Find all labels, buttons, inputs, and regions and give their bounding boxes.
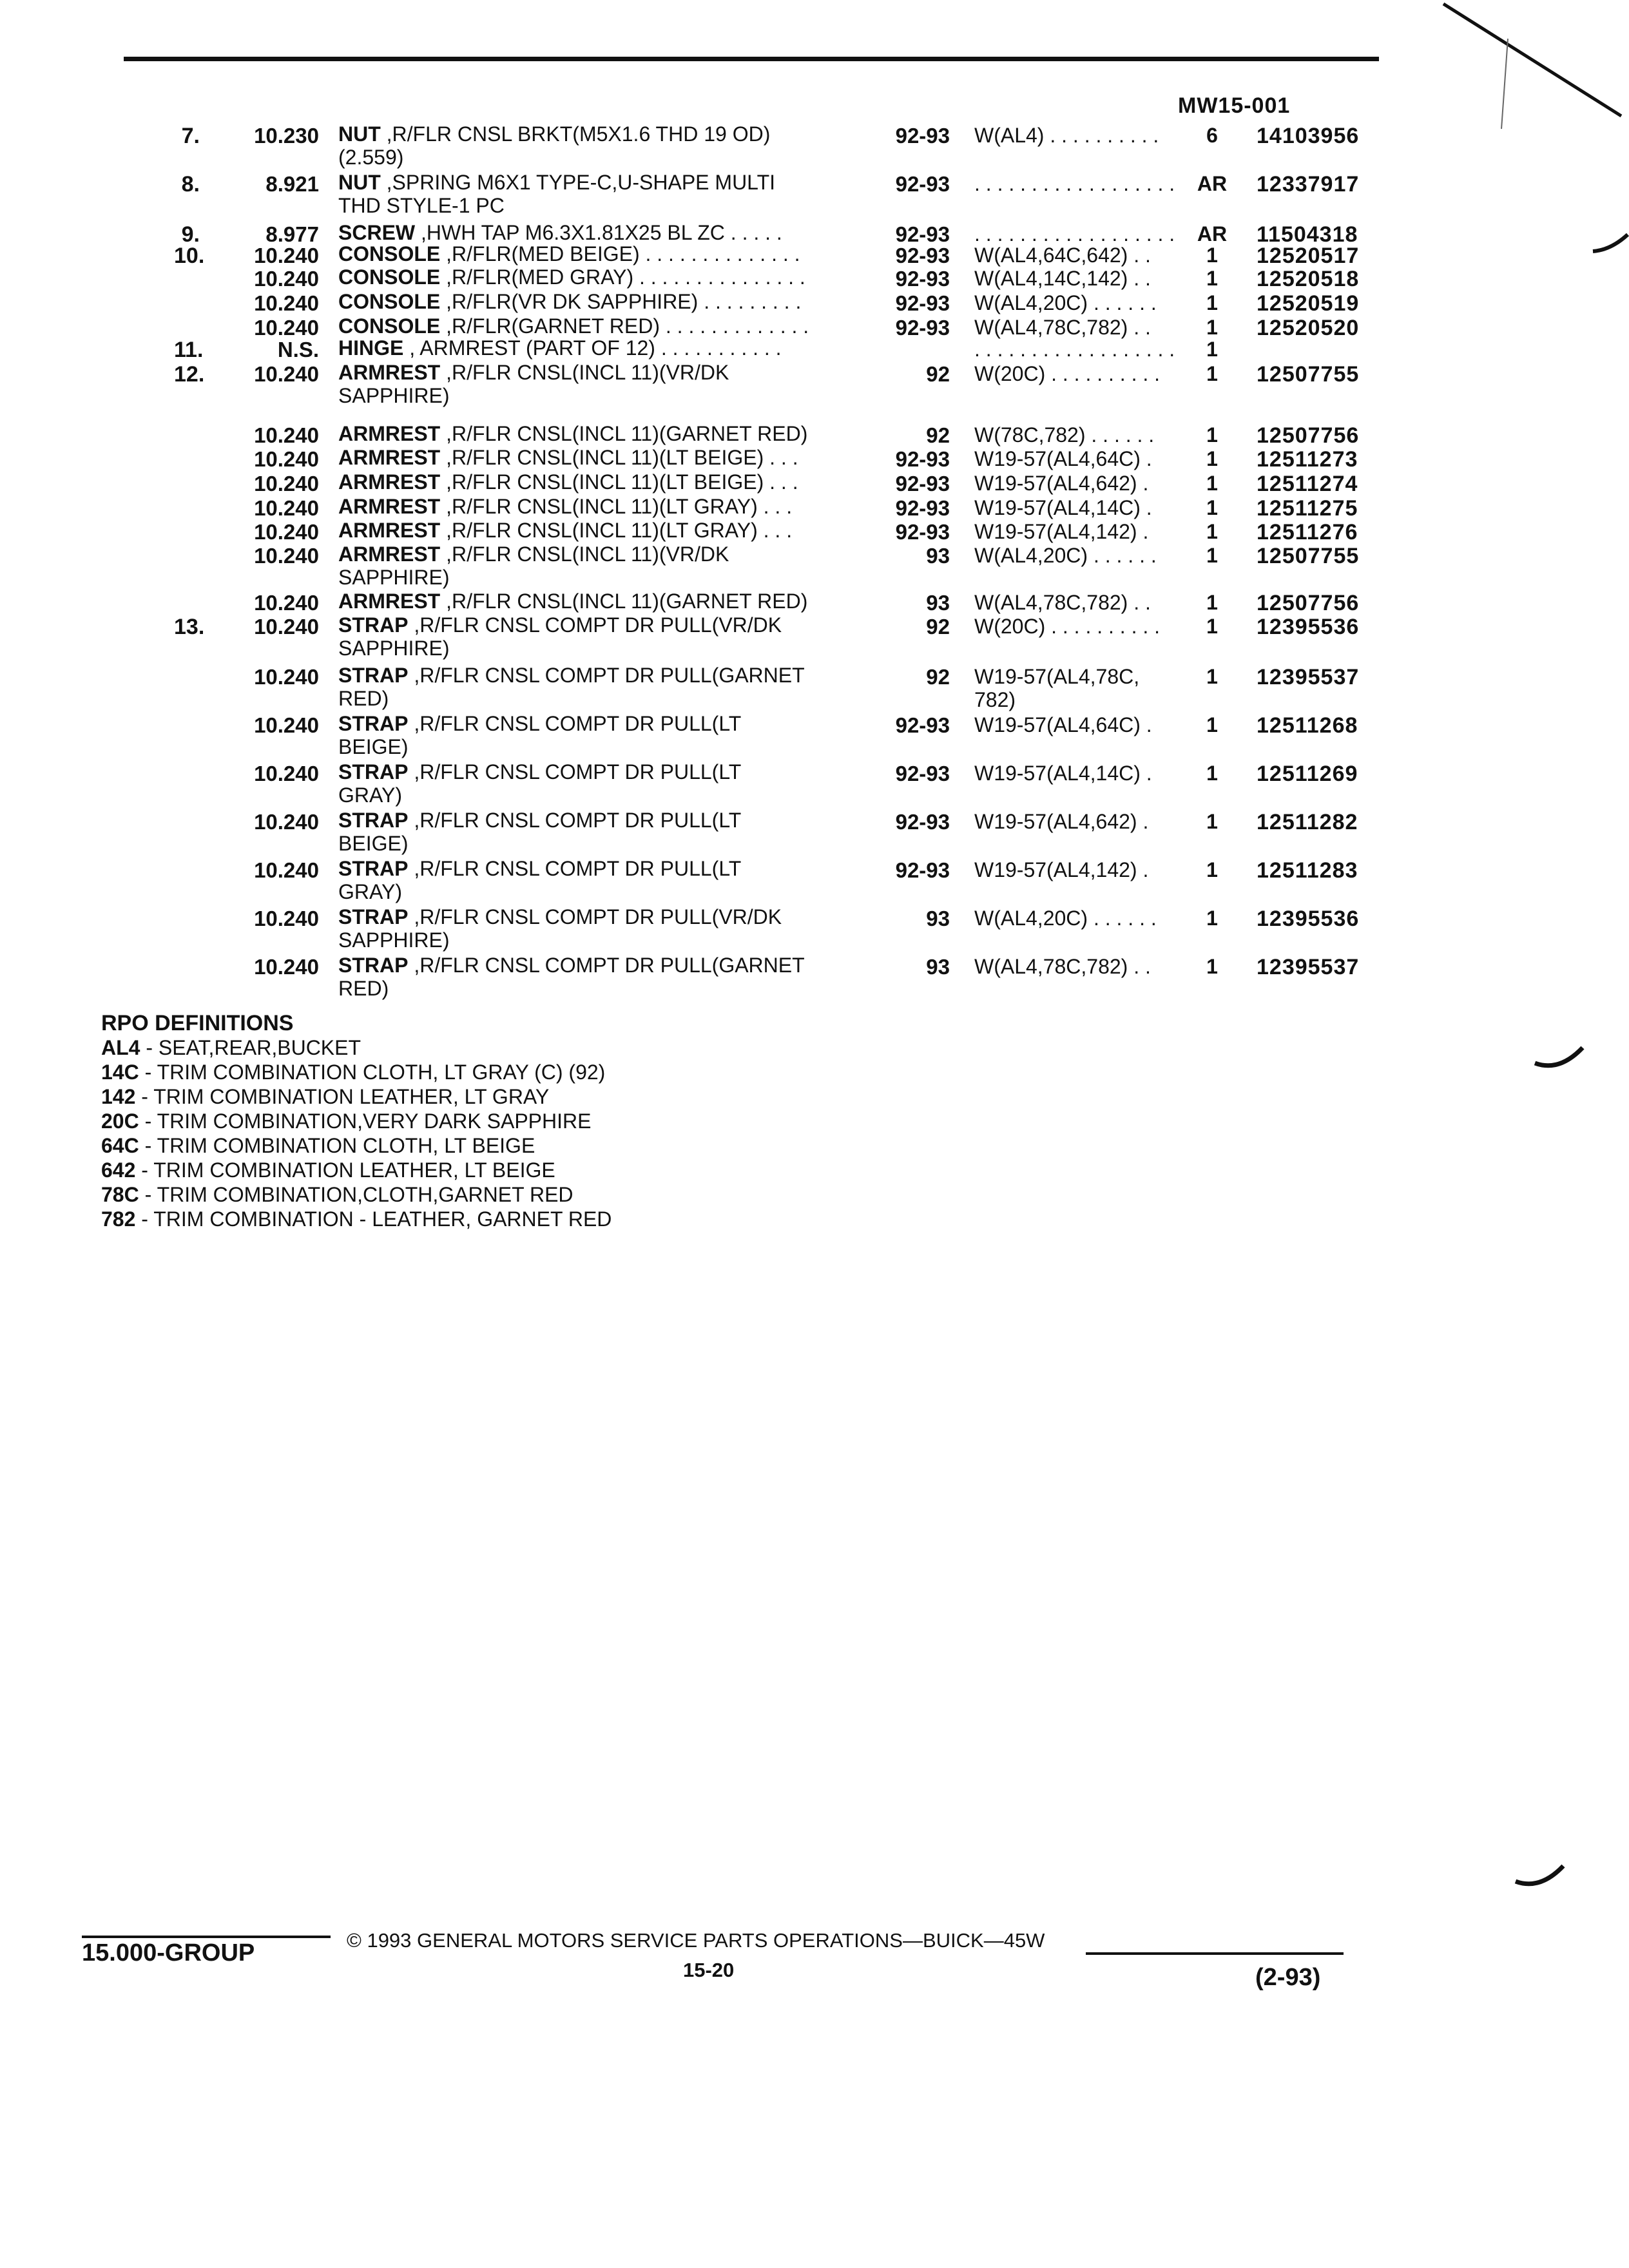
illustration-ref: 10.230 bbox=[254, 124, 319, 148]
part-number: 12511274 bbox=[1257, 472, 1358, 496]
parts-row bbox=[0, 613, 1629, 662]
part-description bbox=[338, 242, 800, 265]
rpo-item bbox=[101, 1110, 591, 1133]
illustration-ref: 10.240 bbox=[254, 423, 319, 447]
part-number: 12395537 bbox=[1257, 955, 1360, 979]
model-usage bbox=[974, 244, 1151, 267]
part-description bbox=[338, 122, 770, 169]
part-description-text: ,R/FLR CNSL(INCL 11)(GARNET RED) bbox=[440, 590, 808, 613]
rpo-text: - TRIM COMBINATION,VERY DARK SAPPHIRE bbox=[139, 1110, 592, 1133]
illustration-ref: 10.240 bbox=[254, 362, 319, 386]
quantity: 1 bbox=[1206, 907, 1218, 930]
illustration-ref: 10.240 bbox=[254, 665, 319, 689]
part-name: STRAP bbox=[338, 809, 409, 832]
quantity: 1 bbox=[1206, 472, 1218, 495]
model-usage-text: . . . . . . . . . . . . . . . . . . bbox=[974, 172, 1175, 195]
rpo-item bbox=[101, 1158, 555, 1182]
parts-row bbox=[0, 664, 1629, 712]
quantity: 1 bbox=[1206, 496, 1218, 519]
part-description bbox=[338, 314, 809, 338]
part-description-cont: BEIGE) bbox=[338, 832, 409, 855]
model-years: 92 bbox=[926, 362, 950, 386]
model-usage-text: . . . . . . . . . . . . . . . . . . bbox=[974, 338, 1175, 361]
part-number: 12520517 bbox=[1257, 244, 1360, 268]
item-number: 7. bbox=[181, 124, 200, 148]
part-description bbox=[338, 171, 775, 217]
model-usage bbox=[974, 544, 1157, 567]
parts-row bbox=[0, 809, 1629, 857]
item-number: 10. bbox=[174, 244, 205, 268]
quantity: 1 bbox=[1206, 762, 1218, 785]
model-years: 92 bbox=[926, 615, 950, 639]
part-description bbox=[338, 760, 741, 807]
model-usage-text: W19-57(AL4,64C) . bbox=[974, 713, 1152, 736]
part-number: 12507755 bbox=[1257, 362, 1360, 387]
part-name: STRAP bbox=[338, 760, 409, 783]
part-name: STRAP bbox=[338, 613, 409, 637]
model-usage bbox=[974, 615, 1160, 638]
part-name: STRAP bbox=[338, 712, 409, 735]
parts-row bbox=[0, 543, 1629, 591]
rpo-code: 642 bbox=[101, 1158, 136, 1182]
model-years: 92-93 bbox=[895, 172, 950, 196]
model-years: 92-93 bbox=[895, 124, 950, 148]
part-description-text: ,R/FLR(VR DK SAPPHIRE) . . . . . . . . . bbox=[440, 290, 802, 313]
part-name: NUT bbox=[338, 171, 381, 194]
part-name: STRAP bbox=[338, 905, 409, 928]
model-years: 92 bbox=[926, 423, 950, 447]
part-description-cont: BEIGE) bbox=[338, 735, 409, 758]
model-usage-cont: 782) bbox=[974, 688, 1016, 711]
model-usage bbox=[974, 810, 1148, 833]
header-rule bbox=[124, 57, 1379, 61]
part-description bbox=[338, 905, 782, 952]
model-usage-text: W19-57(AL4,78C, bbox=[974, 665, 1140, 688]
quantity: 1 bbox=[1206, 713, 1218, 736]
model-years: 93 bbox=[926, 907, 950, 930]
illustration-ref: 10.240 bbox=[254, 858, 319, 882]
part-name: NUT bbox=[338, 122, 381, 146]
part-description-text: ,R/FLR CNSL(INCL 11)(VR/DK bbox=[440, 543, 729, 566]
part-number: 12511269 bbox=[1257, 762, 1358, 786]
quantity: 1 bbox=[1206, 858, 1218, 881]
parts-row bbox=[0, 122, 1629, 171]
model-usage-text: W(78C,782) . . . . . . bbox=[974, 423, 1155, 447]
part-description bbox=[338, 495, 792, 518]
model-usage bbox=[974, 447, 1152, 470]
quantity: AR bbox=[1197, 222, 1228, 245]
item-number: 11. bbox=[174, 338, 204, 362]
part-number: 14103956 bbox=[1257, 124, 1360, 148]
part-description bbox=[338, 470, 798, 494]
rpo-code: 20C bbox=[101, 1110, 139, 1133]
model-usage bbox=[974, 955, 1151, 978]
model-years: 92-93 bbox=[895, 520, 950, 544]
item-number: 9. bbox=[181, 222, 200, 247]
part-description-text: ,R/FLR CNSL(INCL 11)(VR/DK bbox=[440, 361, 729, 384]
quantity: 1 bbox=[1206, 665, 1218, 688]
model-usage bbox=[974, 338, 1175, 361]
binder-hole-mark-3 bbox=[1514, 1862, 1566, 1894]
rpo-item bbox=[101, 1183, 574, 1207]
part-description-cont: SAPPHIRE) bbox=[338, 928, 450, 952]
part-name: CONSOLE bbox=[338, 314, 441, 338]
part-description bbox=[338, 446, 798, 469]
quantity: 6 bbox=[1206, 124, 1218, 147]
part-description bbox=[338, 664, 805, 710]
rpo-code: 142 bbox=[101, 1085, 136, 1108]
part-description bbox=[338, 221, 782, 244]
illustration-ref: 10.240 bbox=[254, 267, 319, 291]
part-description-text: ,R/FLR CNSL COMPT DR PULL(GARNET bbox=[408, 664, 805, 687]
item-number: 12. bbox=[174, 362, 205, 387]
part-number: 12511268 bbox=[1257, 713, 1358, 738]
part-number: 12511283 bbox=[1257, 858, 1358, 883]
revision-date: (2-93) bbox=[1255, 1964, 1321, 1991]
part-description-cont: (2.559) bbox=[338, 146, 404, 169]
part-description-text: ,R/FLR CNSL(INCL 11)(LT BEIGE) . . . bbox=[440, 470, 798, 494]
quantity: 1 bbox=[1206, 316, 1218, 339]
illustration-ref: 10.240 bbox=[254, 713, 319, 737]
model-usage-text: W(AL4,78C,782) . . bbox=[974, 316, 1151, 339]
item-number: 8. bbox=[181, 172, 200, 197]
part-description bbox=[338, 543, 729, 589]
model-years: 92-93 bbox=[895, 762, 950, 785]
part-name: ARMREST bbox=[338, 470, 441, 494]
part-description-cont: SAPPHIRE) bbox=[338, 566, 450, 589]
part-description-text: , ARMREST (PART OF 12) . . . . . . . . . . . bbox=[403, 336, 782, 360]
part-number: 12520519 bbox=[1257, 291, 1360, 316]
part-description-text: ,R/FLR CNSL(INCL 11)(GARNET RED) bbox=[440, 422, 808, 445]
part-description-cont: GRAY) bbox=[338, 880, 402, 903]
model-usage-text: . . . . . . . . . . . . . . . . . . bbox=[974, 222, 1175, 245]
part-description bbox=[338, 809, 741, 855]
part-name: CONSOLE bbox=[338, 242, 441, 265]
model-usage-text: W19-57(AL4,142) . bbox=[974, 858, 1149, 881]
part-number: 12507756 bbox=[1257, 591, 1360, 615]
rpo-text: - TRIM COMBINATION - LEATHER, GARNET RED bbox=[135, 1207, 612, 1231]
part-description-text: ,R/FLR CNSL BRKT(M5X1.6 THD 19 OD) bbox=[380, 122, 771, 146]
model-usage bbox=[974, 267, 1151, 290]
model-years: 92-93 bbox=[895, 447, 950, 471]
binder-hole-mark-2 bbox=[1534, 1044, 1585, 1076]
part-description-text: ,R/FLR(GARNET RED) . . . . . . . . . . . . . bbox=[440, 314, 809, 338]
rpo-text: - TRIM COMBINATION LEATHER, LT GRAY bbox=[135, 1085, 550, 1108]
model-usage-text: W(AL4) . . . . . . . . . . bbox=[974, 124, 1159, 147]
model-usage-text: W19-57(AL4,642) . bbox=[974, 472, 1149, 495]
quantity: 1 bbox=[1206, 447, 1218, 470]
part-description-text: ,R/FLR CNSL COMPT DR PULL(VR/DK bbox=[408, 905, 782, 928]
rpo-item bbox=[101, 1134, 535, 1158]
part-name: STRAP bbox=[338, 954, 409, 977]
rpo-code: 64C bbox=[101, 1134, 139, 1157]
part-number: 12511275 bbox=[1257, 496, 1358, 521]
model-years: 92-93 bbox=[895, 244, 950, 267]
part-number: 12507756 bbox=[1257, 423, 1360, 448]
illustration-ref: 10.240 bbox=[254, 544, 319, 568]
part-name: SCREW bbox=[338, 221, 416, 244]
part-name: HINGE bbox=[338, 336, 404, 360]
model-usage bbox=[974, 496, 1152, 519]
rpo-title: RPO DEFINITIONS bbox=[101, 1011, 294, 1035]
illustration-ref: 8.921 bbox=[265, 172, 319, 196]
model-years: 92-93 bbox=[895, 810, 950, 834]
model-usage bbox=[974, 172, 1175, 195]
rpo-code: AL4 bbox=[101, 1036, 140, 1059]
illustration-ref: 10.240 bbox=[254, 520, 319, 544]
part-number: 12511273 bbox=[1257, 447, 1358, 472]
model-usage bbox=[974, 472, 1148, 495]
quantity: AR bbox=[1197, 172, 1228, 195]
part-description bbox=[338, 590, 807, 613]
part-description-text: ,HWH TAP M6.3X1.81X25 BL ZC . . . . . bbox=[415, 221, 782, 244]
quantity: 1 bbox=[1206, 338, 1218, 361]
model-usage bbox=[974, 858, 1148, 881]
model-usage-text: W(AL4,20C) . . . . . . bbox=[974, 907, 1157, 930]
model-usage-text: W19-57(AL4,64C) . bbox=[974, 447, 1152, 470]
part-name: CONSOLE bbox=[338, 290, 441, 313]
model-usage-text: W(AL4,14C,142) . . bbox=[974, 267, 1151, 290]
parts-row bbox=[0, 712, 1629, 760]
part-description-cont: THD STYLE-1 PC bbox=[338, 194, 505, 217]
model-usage-text: W19-57(AL4,14C) . bbox=[974, 762, 1152, 785]
illustration-ref: 8.977 bbox=[265, 222, 319, 246]
illustration-ref: 10.240 bbox=[254, 244, 319, 267]
rpo-code: 78C bbox=[101, 1183, 139, 1206]
part-number: 12520520 bbox=[1257, 316, 1360, 340]
model-years: 92-93 bbox=[895, 496, 950, 520]
item-number: 13. bbox=[174, 615, 205, 639]
corner-fold-mark bbox=[1431, 0, 1624, 148]
model-usage-text: W(20C) . . . . . . . . . . bbox=[974, 362, 1161, 385]
model-usage bbox=[974, 762, 1152, 785]
part-description-text: ,R/FLR(MED BEIGE) . . . . . . . . . . . . . . bbox=[440, 242, 800, 265]
part-description-text: ,R/FLR CNSL COMPT DR PULL(LT bbox=[408, 712, 742, 735]
model-years: 92-93 bbox=[895, 858, 950, 882]
model-usage bbox=[974, 907, 1157, 930]
rpo-code: 14C bbox=[101, 1061, 139, 1084]
rpo-text: - SEAT,REAR,BUCKET bbox=[140, 1036, 361, 1059]
illustration-ref: 10.240 bbox=[254, 810, 319, 834]
model-usage-text: W19-57(AL4,642) . bbox=[974, 810, 1149, 833]
part-description-text: ,R/FLR(MED GRAY) . . . . . . . . . . . . . . . bbox=[440, 265, 805, 289]
doc-code: MW15-001 bbox=[1178, 93, 1291, 118]
illustration-ref: 10.240 bbox=[254, 447, 319, 471]
part-description-text: ,R/FLR CNSL COMPT DR PULL(LT bbox=[408, 809, 742, 832]
part-description-text: ,R/FLR CNSL(INCL 11)(LT GRAY) . . . bbox=[440, 495, 793, 518]
part-number: 12520518 bbox=[1257, 267, 1360, 291]
model-usage-text: W(20C) . . . . . . . . . . bbox=[974, 615, 1161, 638]
parts-row bbox=[0, 905, 1629, 954]
parts-row bbox=[0, 361, 1629, 409]
part-description bbox=[338, 954, 805, 1000]
illustration-ref: 10.240 bbox=[254, 316, 319, 340]
quantity: 1 bbox=[1206, 520, 1218, 543]
quantity: 1 bbox=[1206, 591, 1218, 614]
model-usage bbox=[974, 713, 1152, 736]
rpo-text: - TRIM COMBINATION,CLOTH,GARNET RED bbox=[139, 1183, 574, 1206]
model-usage bbox=[974, 362, 1160, 385]
model-years: 92-93 bbox=[895, 472, 950, 495]
model-usage-text: W19-57(AL4,14C) . bbox=[974, 496, 1152, 519]
quantity: 1 bbox=[1206, 544, 1218, 567]
model-usage bbox=[974, 316, 1151, 339]
model-years: 93 bbox=[926, 591, 950, 615]
illustration-ref: 10.240 bbox=[254, 762, 319, 785]
part-name: ARMREST bbox=[338, 446, 441, 469]
footer-copyright: © 1993 GENERAL MOTORS SERVICE PARTS OPERATIONS—BUICK—45W bbox=[347, 1929, 1045, 1952]
model-usage-text: W(AL4,64C,642) . . bbox=[974, 244, 1151, 267]
part-name: ARMREST bbox=[338, 543, 441, 566]
model-usage bbox=[974, 591, 1151, 614]
model-usage bbox=[974, 423, 1154, 447]
model-years: 92-93 bbox=[895, 222, 950, 246]
rpo-item bbox=[101, 1036, 361, 1060]
quantity: 1 bbox=[1206, 362, 1218, 385]
part-number: 12511276 bbox=[1257, 520, 1358, 544]
binder-hole-mark-1 bbox=[1592, 232, 1629, 258]
quantity: 1 bbox=[1206, 244, 1218, 267]
part-description bbox=[338, 712, 741, 758]
part-description-text: ,R/FLR CNSL COMPT DR PULL(LT bbox=[408, 857, 742, 880]
part-name: ARMREST bbox=[338, 519, 441, 542]
model-years: 93 bbox=[926, 544, 950, 568]
part-description-text: ,R/FLR CNSL COMPT DR PULL(LT bbox=[408, 760, 742, 783]
part-description-text: ,R/FLR CNSL(INCL 11)(LT BEIGE) . . . bbox=[440, 446, 798, 469]
quantity: 1 bbox=[1206, 810, 1218, 833]
rpo-code: 782 bbox=[101, 1207, 136, 1231]
illustration-ref: 10.240 bbox=[254, 591, 319, 615]
part-description bbox=[338, 519, 792, 542]
illustration-ref: N.S. bbox=[277, 338, 319, 361]
part-name: STRAP bbox=[338, 857, 409, 880]
illustration-ref: 10.240 bbox=[254, 496, 319, 520]
rpo-item bbox=[101, 1207, 612, 1231]
model-years: 93 bbox=[926, 955, 950, 979]
footer-rule-left bbox=[82, 1936, 331, 1938]
part-number: 12337917 bbox=[1257, 172, 1360, 197]
part-number: 11504318 bbox=[1257, 222, 1358, 247]
part-description-text: ,R/FLR CNSL(INCL 11)(LT GRAY) . . . bbox=[440, 519, 793, 542]
part-number: 12511282 bbox=[1257, 810, 1358, 834]
illustration-ref: 10.240 bbox=[254, 955, 319, 979]
part-description bbox=[338, 361, 729, 407]
footer-group: 15.000-GROUP bbox=[82, 1939, 255, 1966]
parts-row bbox=[0, 954, 1629, 1002]
model-usage bbox=[974, 665, 1139, 711]
model-usage bbox=[974, 291, 1157, 314]
part-number: 12395536 bbox=[1257, 615, 1360, 639]
part-name: STRAP bbox=[338, 664, 409, 687]
illustration-ref: 10.240 bbox=[254, 472, 319, 495]
part-description bbox=[338, 265, 805, 289]
part-description bbox=[338, 422, 807, 445]
model-usage bbox=[974, 124, 1159, 147]
model-usage bbox=[974, 520, 1148, 543]
illustration-ref: 10.240 bbox=[254, 907, 319, 930]
model-usage-text: W19-57(AL4,142) . bbox=[974, 520, 1149, 543]
illustration-ref: 10.240 bbox=[254, 291, 319, 315]
part-description bbox=[338, 290, 801, 313]
model-years: 92 bbox=[926, 665, 950, 689]
part-description-cont: RED) bbox=[338, 687, 389, 710]
rpo-item bbox=[101, 1085, 549, 1109]
quantity: 1 bbox=[1206, 955, 1218, 978]
part-number: 12395537 bbox=[1257, 665, 1360, 689]
part-description bbox=[338, 336, 782, 360]
part-description bbox=[338, 857, 741, 903]
part-description-text: ,SPRING M6X1 TYPE-C,U-SHAPE MULTI bbox=[380, 171, 776, 194]
quantity: 1 bbox=[1206, 267, 1218, 290]
model-usage-text: W(AL4,78C,782) . . bbox=[974, 955, 1151, 978]
part-description-cont: SAPPHIRE) bbox=[338, 637, 450, 660]
rpo-text: - TRIM COMBINATION LEATHER, LT BEIGE bbox=[135, 1158, 555, 1182]
parts-row bbox=[0, 760, 1629, 809]
illustration-ref: 10.240 bbox=[254, 615, 319, 639]
quantity: 1 bbox=[1206, 291, 1218, 314]
part-number: 12395536 bbox=[1257, 907, 1360, 931]
part-description-cont: GRAY) bbox=[338, 783, 402, 807]
part-description-cont: SAPPHIRE) bbox=[338, 384, 450, 407]
model-usage-text: W(AL4,20C) . . . . . . bbox=[974, 291, 1157, 314]
part-name: ARMREST bbox=[338, 590, 441, 613]
model-years: 92-93 bbox=[895, 267, 950, 291]
part-number: 12507755 bbox=[1257, 544, 1360, 568]
parts-row bbox=[0, 857, 1629, 905]
model-years: 92-93 bbox=[895, 291, 950, 315]
rpo-text: - TRIM COMBINATION CLOTH, LT GRAY (C) (92) bbox=[139, 1061, 606, 1084]
model-usage-text: W(AL4,78C,782) . . bbox=[974, 591, 1151, 614]
part-description bbox=[338, 613, 782, 660]
page-number: 15-20 bbox=[683, 1959, 735, 1981]
model-usage-text: W(AL4,20C) . . . . . . bbox=[974, 544, 1157, 567]
rpo-item bbox=[101, 1061, 605, 1084]
part-name: ARMREST bbox=[338, 422, 441, 445]
part-name: ARMREST bbox=[338, 495, 441, 518]
quantity: 1 bbox=[1206, 423, 1218, 447]
model-years: 92-93 bbox=[895, 316, 950, 340]
quantity: 1 bbox=[1206, 615, 1218, 638]
part-name: CONSOLE bbox=[338, 265, 441, 289]
part-name: ARMREST bbox=[338, 361, 441, 384]
footer-rule-right bbox=[1086, 1952, 1344, 1955]
part-description-cont: RED) bbox=[338, 977, 389, 1000]
rpo-text: - TRIM COMBINATION CLOTH, LT BEIGE bbox=[139, 1134, 535, 1157]
part-description-text: ,R/FLR CNSL COMPT DR PULL(VR/DK bbox=[408, 613, 782, 637]
parts-row bbox=[0, 171, 1629, 219]
part-description-text: ,R/FLR CNSL COMPT DR PULL(GARNET bbox=[408, 954, 805, 977]
model-years: 92-93 bbox=[895, 713, 950, 737]
